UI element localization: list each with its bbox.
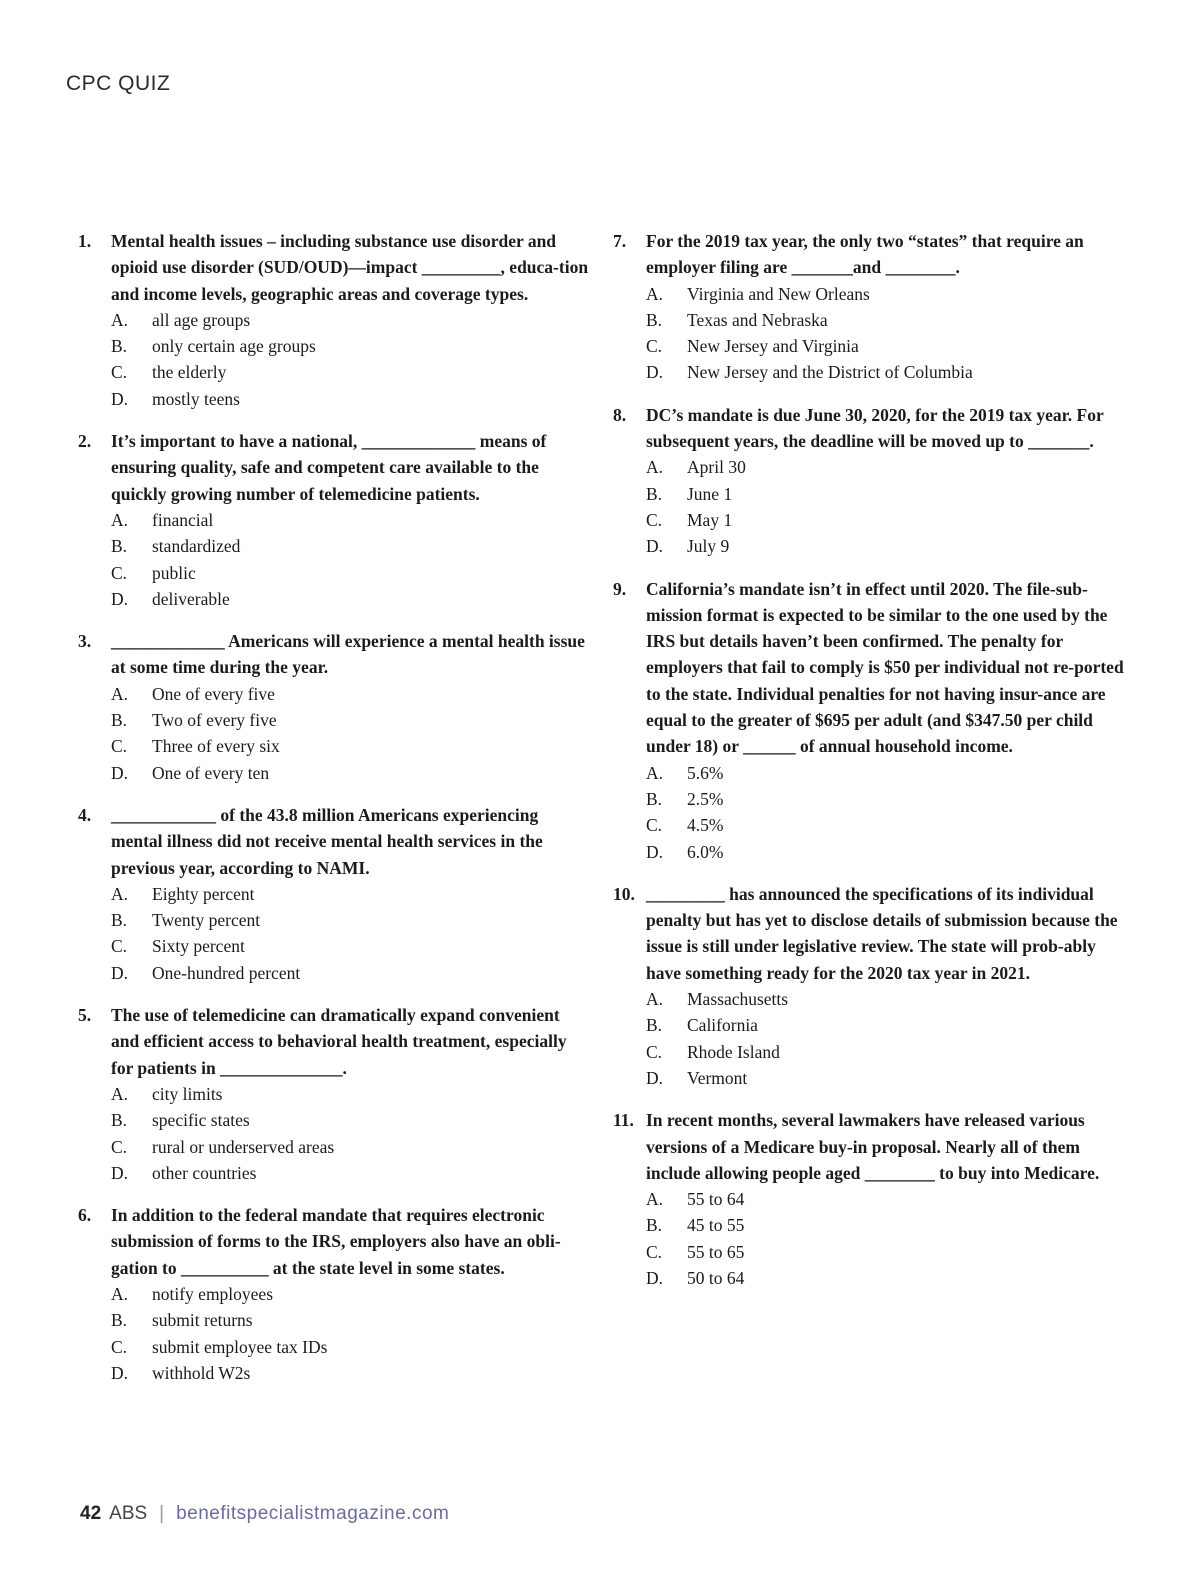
- option-text: only certain age groups: [152, 336, 316, 357]
- option-letter: A.: [646, 762, 664, 783]
- answer-option: [78, 707, 590, 733]
- option-text: May 1: [687, 509, 733, 530]
- option-text: June 1: [687, 483, 733, 504]
- option-text: 55 to 65: [687, 1241, 745, 1262]
- option-text: One of every ten: [152, 762, 270, 783]
- option-text: Two of every five: [152, 710, 277, 731]
- question-text: For the 2019 tax year, the only two “states” that require an employer filing are _______and ________.: [646, 231, 1084, 278]
- option-letter: B.: [111, 336, 128, 357]
- option-letter: B.: [111, 536, 128, 557]
- option-letter: D.: [111, 762, 129, 783]
- option-letter: A.: [646, 1189, 664, 1210]
- question-stem: [613, 881, 1125, 986]
- question-stem: [78, 228, 590, 307]
- option-letter: A.: [111, 1083, 129, 1104]
- question-text: DC’s mandate is due June 30, 2020, for the 2019 tax year. For subsequent years, the deadline will be moved up to _______.: [646, 404, 1104, 452]
- option-text: New Jersey and the District of Columbia: [687, 362, 973, 383]
- answer-option: [78, 333, 590, 359]
- option-text: 2.5%: [687, 788, 724, 809]
- answer-option: [613, 1212, 1125, 1238]
- option-letter: B.: [646, 1015, 663, 1036]
- question-2: [78, 428, 590, 612]
- question-number: 11.: [613, 1110, 634, 1131]
- question-number: 9.: [613, 578, 627, 599]
- answer-option: [78, 1360, 590, 1386]
- option-text: the elderly: [152, 362, 227, 383]
- page-number: 42: [80, 1503, 102, 1524]
- option-letter: B.: [111, 1310, 128, 1331]
- question-1: [78, 228, 590, 412]
- option-text: 45 to 55: [687, 1215, 745, 1236]
- option-letter: C.: [111, 1136, 128, 1157]
- answer-option: [613, 307, 1125, 333]
- option-text: One of every five: [152, 683, 275, 704]
- page-header: CPC QUIZ: [66, 72, 171, 95]
- option-text: rural or underserved areas: [152, 1136, 335, 1157]
- option-text: submit employee tax IDs: [152, 1336, 328, 1357]
- answer-option: [613, 1065, 1125, 1091]
- left-column: [78, 228, 590, 1402]
- option-letter: C.: [111, 736, 128, 757]
- option-letter: C.: [646, 509, 663, 530]
- answer-option: [613, 1039, 1125, 1065]
- answer-option: [613, 1186, 1125, 1212]
- answer-option: [78, 1160, 590, 1186]
- answer-option: [78, 359, 590, 385]
- answer-option: [613, 533, 1125, 559]
- question-stem: [78, 428, 590, 507]
- question-stem: [78, 628, 590, 681]
- question-11: [613, 1107, 1125, 1291]
- question-6: [78, 1202, 590, 1386]
- question-number: 2.: [78, 431, 92, 452]
- right-column: [613, 228, 1125, 1307]
- question-text: In addition to the federal mandate that requires electronic submission of forms to the IRS, employers also have an obli-gation to __________ at the state level in some states.: [111, 1205, 561, 1278]
- option-text: Virginia and New Orleans: [687, 283, 870, 304]
- option-letter: C.: [646, 336, 663, 357]
- answer-option: [613, 454, 1125, 480]
- option-text: 55 to 64: [687, 1189, 745, 1210]
- answer-option: [613, 1012, 1125, 1038]
- question-number: 3.: [78, 631, 92, 652]
- option-letter: D.: [646, 841, 664, 862]
- option-letter: D.: [111, 1362, 129, 1383]
- question-stem: [78, 1202, 590, 1281]
- question-number: 8.: [613, 404, 627, 425]
- answer-option: [613, 481, 1125, 507]
- option-text: New Jersey and Virginia: [687, 336, 859, 357]
- answer-option: [78, 586, 590, 612]
- option-letter: B.: [646, 309, 663, 330]
- option-text: specific states: [152, 1110, 250, 1131]
- answer-option: [78, 960, 590, 986]
- answer-option: [78, 386, 590, 412]
- option-text: 50 to 64: [687, 1267, 745, 1288]
- question-9: [613, 576, 1125, 865]
- question-text: California’s mandate isn’t in effect until 2020. The file-sub-mission format is expected to be similar to the one used by the IRS but details haven’t been confirmed. The penalty for employers that fail to comply is $50 per individual not re-ported to the state. Individual penalties for not having insur-ance are equal to the greater of $695 per adult (and $347.50 per child under 18) or ______ of annual household income.: [646, 578, 1124, 757]
- page-footer: [80, 1503, 449, 1525]
- answer-option: [78, 533, 590, 559]
- magazine-name: ABS: [109, 1503, 148, 1524]
- option-text: July 9: [687, 536, 730, 557]
- option-letter: C.: [111, 1336, 128, 1357]
- question-4: [78, 802, 590, 986]
- option-text: Texas and Nebraska: [687, 309, 828, 330]
- option-text: notify employees: [152, 1283, 274, 1304]
- option-letter: A.: [111, 883, 129, 904]
- option-text: mostly teens: [152, 388, 240, 409]
- question-stem: [78, 802, 590, 881]
- option-text: Three of every six: [152, 736, 280, 757]
- answer-option: [613, 760, 1125, 786]
- question-text: _____________ Americans will experience a mental health issue at some time during the year.: [111, 631, 585, 678]
- answer-option: [613, 359, 1125, 385]
- option-letter: C.: [111, 936, 128, 957]
- question-number: 1.: [78, 231, 92, 251]
- option-text: California: [687, 1015, 758, 1036]
- answer-option: [78, 881, 590, 907]
- option-letter: C.: [646, 1041, 663, 1062]
- option-letter: B.: [646, 788, 663, 809]
- answer-option: [613, 507, 1125, 533]
- option-text: 6.0%: [687, 841, 724, 862]
- answer-option: [78, 1281, 590, 1307]
- option-letter: B.: [646, 1215, 663, 1236]
- answer-option: [613, 1265, 1125, 1291]
- question-text: In recent months, several lawmakers have released various versions of a Medicare buy-in proposal. Nearly all of them include allowing people aged ________ to buy into Medicare.: [646, 1110, 1100, 1183]
- option-letter: C.: [111, 362, 128, 383]
- answer-option: [613, 986, 1125, 1012]
- option-text: One-hundred percent: [152, 962, 301, 983]
- answer-option: [613, 1239, 1125, 1265]
- question-stem: [613, 402, 1125, 455]
- footer-separator: |: [159, 1503, 165, 1524]
- question-8: [613, 402, 1125, 560]
- option-letter: C.: [111, 562, 128, 583]
- option-text: standardized: [152, 536, 241, 557]
- option-text: submit returns: [152, 1310, 253, 1331]
- option-text: other countries: [152, 1162, 257, 1183]
- option-letter: D.: [111, 1162, 129, 1183]
- question-number: 4.: [78, 804, 92, 825]
- option-letter: D.: [646, 362, 664, 383]
- option-text: all age groups: [152, 309, 251, 330]
- answer-option: [613, 333, 1125, 359]
- answer-option: [78, 1107, 590, 1133]
- answer-option: [613, 281, 1125, 307]
- option-letter: B.: [111, 710, 128, 731]
- option-text: public: [152, 562, 196, 583]
- option-letter: A.: [111, 683, 129, 704]
- option-letter: B.: [111, 910, 128, 931]
- option-letter: A.: [111, 509, 129, 530]
- question-number: 5.: [78, 1005, 92, 1026]
- option-text: 4.5%: [687, 815, 724, 836]
- option-text: Eighty percent: [152, 883, 255, 904]
- answer-option: [613, 839, 1125, 865]
- question-number: 7.: [613, 231, 627, 251]
- question-10: [613, 881, 1125, 1091]
- question-3: [78, 628, 590, 786]
- answer-option: [613, 786, 1125, 812]
- website-link[interactable]: benefitspecialistmagazine.com: [176, 1503, 450, 1524]
- option-text: Rhode Island: [687, 1041, 780, 1062]
- option-letter: A.: [646, 989, 664, 1010]
- option-text: Vermont: [687, 1067, 748, 1088]
- option-letter: D.: [646, 536, 664, 557]
- answer-option: [78, 560, 590, 586]
- option-letter: C.: [646, 815, 663, 836]
- option-text: deliverable: [152, 588, 230, 609]
- option-letter: A.: [646, 457, 664, 478]
- option-text: financial: [152, 509, 214, 530]
- option-text: city limits: [152, 1083, 223, 1104]
- option-letter: C.: [646, 1241, 663, 1262]
- answer-option: [78, 307, 590, 333]
- question-stem: [78, 1002, 590, 1081]
- question-text: _________ has announced the specifications of its individual penalty but has yet to disclose details of submission because the issue is still under legislative review. The state will prob-ably have something ready for the 2020 tax year in 2021.: [646, 883, 1118, 983]
- answer-option: [78, 907, 590, 933]
- option-letter: A.: [111, 309, 129, 330]
- option-letter: D.: [646, 1267, 664, 1288]
- question-text: ____________ of the 43.8 million Americans experiencing mental illness did not receive mental health services in the previous year, according to NAMI.: [111, 804, 543, 878]
- option-text: Sixty percent: [152, 936, 245, 957]
- question-stem: [613, 228, 1125, 281]
- answer-option: [78, 1307, 590, 1333]
- option-letter: D.: [111, 588, 129, 609]
- question-text: It’s important to have a national, _____________ means of ensuring quality, safe and competent care available to the quickly growing number of telemedicine patients.: [111, 431, 547, 504]
- option-letter: D.: [646, 1067, 664, 1088]
- answer-option: [78, 1334, 590, 1360]
- option-letter: D.: [111, 962, 129, 983]
- question-text: Mental health issues – including substance use disorder and opioid use disorder (SUD/OUD)—impact _________, educa-tion and income levels, geographic areas and coverage types.: [111, 231, 589, 304]
- answer-option: [613, 812, 1125, 838]
- answer-option: [78, 933, 590, 959]
- option-letter: A.: [646, 283, 664, 304]
- answer-option: [78, 760, 590, 786]
- option-text: 5.6%: [687, 762, 724, 783]
- option-letter: A.: [111, 1283, 129, 1304]
- option-text: April 30: [687, 457, 746, 478]
- question-number: 10.: [613, 883, 635, 904]
- option-text: Massachusetts: [687, 989, 789, 1010]
- question-text: The use of telemedicine can dramatically expand convenient and efficient access to behavioral health treatment, especially for patients in ______________.: [111, 1005, 567, 1078]
- answer-option: [78, 1081, 590, 1107]
- answer-option: [78, 1134, 590, 1160]
- answer-option: [78, 681, 590, 707]
- answer-option: [78, 733, 590, 759]
- option-text: Twenty percent: [152, 910, 261, 931]
- question-7: [613, 228, 1125, 386]
- question-number: 6.: [78, 1205, 92, 1226]
- option-letter: D.: [111, 388, 129, 409]
- question-stem: [613, 1107, 1125, 1186]
- question-5: [78, 1002, 590, 1186]
- option-letter: B.: [111, 1110, 128, 1131]
- option-text: withhold W2s: [152, 1362, 251, 1383]
- answer-option: [78, 507, 590, 533]
- option-letter: B.: [646, 483, 663, 504]
- question-stem: [613, 576, 1125, 760]
